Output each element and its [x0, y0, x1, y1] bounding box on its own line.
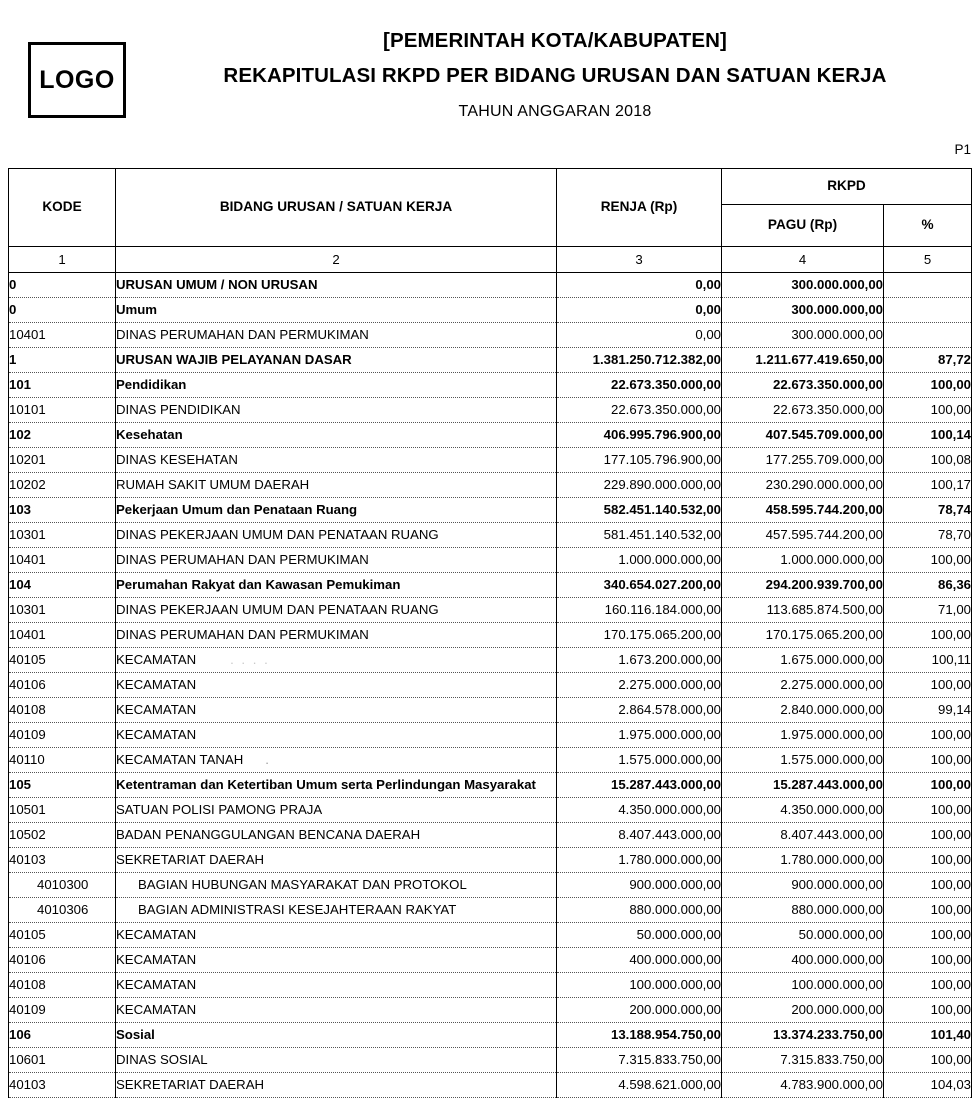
- cell-bidang-urusan: BAGIAN ADMINISTRASI KESEJAHTERAAN RAKYAT: [116, 898, 557, 923]
- cell-pct: 100,00: [884, 948, 972, 973]
- cell-bidang-urusan: KECAMATAN: [116, 673, 557, 698]
- cell-pagu: 2.840.000.000,00: [722, 698, 884, 723]
- cell-pagu: 100.000.000,00: [722, 973, 884, 998]
- cell-renja: 4.598.621.000,00: [557, 1073, 722, 1098]
- cell-renja: 50.000.000,00: [557, 923, 722, 948]
- cell-pct: 100,00: [884, 773, 972, 798]
- cell-pagu: 22.673.350.000,00: [722, 373, 884, 398]
- logo-placeholder: [28, 42, 126, 118]
- table-row: [9, 448, 972, 473]
- cell-kode: 10201: [9, 448, 116, 473]
- table-row: [9, 348, 972, 373]
- cell-pct: 100,00: [884, 548, 972, 573]
- cell-pct: 100,00: [884, 798, 972, 823]
- cell-pct: 78,70: [884, 523, 972, 548]
- cell-renja: 15.287.443.000,00: [557, 773, 722, 798]
- cell-kode: 40109: [9, 723, 116, 748]
- cell-kode: 10301: [9, 598, 116, 623]
- cell-bidang-urusan: BADAN PENANGGULANGAN BENCANA DAERAH: [116, 823, 557, 848]
- cell-pagu: 2.275.000.000,00: [722, 673, 884, 698]
- table-row: [9, 573, 972, 598]
- redacted-suffix: .: [243, 752, 269, 768]
- table-row: [9, 1073, 972, 1098]
- table-row: [9, 598, 972, 623]
- cell-pagu: 230.290.000.000,00: [722, 473, 884, 498]
- cell-renja: 0,00: [557, 273, 722, 298]
- cell-bidang-urusan: BAGIAN HUBUNGAN MASYARAKAT DAN PROTOKOL: [116, 873, 557, 898]
- cell-renja: 22.673.350.000,00: [557, 373, 722, 398]
- cell-pct: 71,00: [884, 598, 972, 623]
- cell-pct: 100,00: [884, 723, 972, 748]
- cell-pagu: 1.211.677.419.650,00: [722, 348, 884, 373]
- cell-bidang-urusan: SEKRETARIAT DAERAH: [116, 848, 557, 873]
- table-row: [9, 698, 972, 723]
- table-row: [9, 898, 972, 923]
- cell-pct: 100,00: [884, 623, 972, 648]
- table-row: [9, 323, 972, 348]
- cell-bidang-urusan: KECAMATAN: [116, 923, 557, 948]
- cell-renja: 100.000.000,00: [557, 973, 722, 998]
- cell-pagu: 457.595.744.200,00: [722, 523, 884, 548]
- cell-kode: 40105: [9, 923, 116, 948]
- cell-pct: 100,14: [884, 423, 972, 448]
- cell-bidang-urusan: DINAS PEKERJAAN UMUM DAN PENATAAN RUANG: [116, 523, 557, 548]
- cell-pagu: 13.374.233.750,00: [722, 1023, 884, 1048]
- cell-renja: 581.451.140.532,00: [557, 523, 722, 548]
- table-row: [9, 723, 972, 748]
- cell-pct: 87,72: [884, 348, 972, 373]
- cell-pagu: 1.000.000.000,00: [722, 548, 884, 573]
- cell-renja: 1.780.000.000,00: [557, 848, 722, 873]
- cell-pagu: 177.255.709.000,00: [722, 448, 884, 473]
- cell-pagu: 1.975.000.000,00: [722, 723, 884, 748]
- cell-renja: 1.000.000.000,00: [557, 548, 722, 573]
- cell-pagu: 407.545.709.000,00: [722, 423, 884, 448]
- cell-bidang-urusan: URUSAN UMUM / NON URUSAN: [116, 273, 557, 298]
- cell-renja: 1.673.200.000,00: [557, 648, 722, 673]
- cell-renja: 0,00: [557, 323, 722, 348]
- table-row: [9, 948, 972, 973]
- cell-pct: 104,03: [884, 1073, 972, 1098]
- cell-renja: 400.000.000,00: [557, 948, 722, 973]
- table-row: [9, 398, 972, 423]
- cell-pct: [884, 273, 972, 298]
- cell-renja: 2.864.578.000,00: [557, 698, 722, 723]
- cell-renja: 900.000.000,00: [557, 873, 722, 898]
- cell-renja: 0,00: [557, 298, 722, 323]
- cell-bidang-urusan: Umum: [116, 298, 557, 323]
- table-row: [9, 298, 972, 323]
- cell-pct: 100,17: [884, 473, 972, 498]
- report-fiscal-year: TAHUN ANGGARAN 2018: [458, 103, 652, 121]
- cell-renja: 1.381.250.712.382,00: [557, 348, 722, 373]
- cell-pct: 100,00: [884, 373, 972, 398]
- cell-kode: 40109: [9, 998, 116, 1023]
- cell-kode: 40110: [9, 748, 116, 773]
- cell-kode: 40106: [9, 673, 116, 698]
- cell-kode: 102: [9, 423, 116, 448]
- cell-bidang-urusan: KECAMATAN: [116, 948, 557, 973]
- cell-pct: 100,00: [884, 673, 972, 698]
- cell-pagu: 300.000.000,00: [722, 323, 884, 348]
- table-row: [9, 798, 972, 823]
- table-row: [9, 498, 972, 523]
- cell-renja: 1.975.000.000,00: [557, 723, 722, 748]
- table-row: [9, 848, 972, 873]
- table-row: [9, 823, 972, 848]
- cell-bidang-urusan: SATUAN POLISI PAMONG PRAJA: [116, 798, 557, 823]
- cell-kode: 105: [9, 773, 116, 798]
- table-row: [9, 1023, 972, 1048]
- cell-bidang-urusan: Perumahan Rakyat dan Kawasan Pemukiman: [116, 573, 557, 598]
- page-number-marker: P1: [954, 142, 971, 157]
- cell-kode: 40108: [9, 973, 116, 998]
- table-row: [9, 773, 972, 798]
- redacted-suffix: . . . .: [196, 652, 270, 668]
- rkpd-recap-table: [8, 168, 972, 1098]
- cell-pagu: 294.200.939.700,00: [722, 573, 884, 598]
- cell-kode: 40105: [9, 648, 116, 673]
- cell-bidang-urusan: DINAS PEKERJAAN UMUM DAN PENATAAN RUANG: [116, 598, 557, 623]
- column-header-renja: RENJA (Rp): [557, 169, 722, 247]
- cell-bidang-urusan: SEKRETARIAT DAERAH: [116, 1073, 557, 1098]
- cell-bidang-urusan: DINAS SOSIAL: [116, 1048, 557, 1073]
- cell-pagu: 200.000.000,00: [722, 998, 884, 1023]
- cell-pct: 99,14: [884, 698, 972, 723]
- cell-kode: 104: [9, 573, 116, 598]
- column-number-1: 1: [9, 247, 116, 273]
- cell-renja: 340.654.027.200,00: [557, 573, 722, 598]
- cell-pct: 100,00: [884, 923, 972, 948]
- table-row: [9, 548, 972, 573]
- cell-pagu: 1.575.000.000,00: [722, 748, 884, 773]
- cell-renja: 582.451.140.532,00: [557, 498, 722, 523]
- table-row: [9, 473, 972, 498]
- cell-renja: 13.188.954.750,00: [557, 1023, 722, 1048]
- cell-kode: 10401: [9, 323, 116, 348]
- column-header-kode: KODE: [9, 169, 116, 247]
- cell-pct: 100,08: [884, 448, 972, 473]
- table-body: [9, 273, 972, 1098]
- cell-bidang-urusan: DINAS PENDIDIKAN: [116, 398, 557, 423]
- cell-kode: 10501: [9, 798, 116, 823]
- cell-pagu: 7.315.833.750,00: [722, 1048, 884, 1073]
- rkpd-table-container: [8, 168, 971, 1098]
- table-row: [9, 873, 972, 898]
- cell-pagu: 458.595.744.200,00: [722, 498, 884, 523]
- cell-pagu: 113.685.874.500,00: [722, 598, 884, 623]
- cell-pagu: 4.783.900.000,00: [722, 1073, 884, 1098]
- cell-pct: 100,00: [884, 1048, 972, 1073]
- column-header-bidang-urusan: BIDANG URUSAN / SATUAN KERJA: [116, 169, 557, 247]
- cell-renja: 1.575.000.000,00: [557, 748, 722, 773]
- cell-kode: 40103: [9, 848, 116, 873]
- cell-pagu: 50.000.000,00: [722, 923, 884, 948]
- document-header: [0, 0, 980, 138]
- cell-pct: [884, 298, 972, 323]
- cell-renja: 170.175.065.200,00: [557, 623, 722, 648]
- cell-renja: 229.890.000.000,00: [557, 473, 722, 498]
- table-row: [9, 923, 972, 948]
- cell-kode: 101: [9, 373, 116, 398]
- cell-bidang-urusan: Ketentraman dan Ketertiban Umum serta Perlindungan Masyarakat: [116, 773, 557, 798]
- table-row: [9, 648, 972, 673]
- cell-bidang-urusan: Pekerjaan Umum dan Penataan Ruang: [116, 498, 557, 523]
- cell-kode: 10401: [9, 548, 116, 573]
- table-row: [9, 273, 972, 298]
- cell-kode: 0: [9, 298, 116, 323]
- cell-renja: 406.995.796.900,00: [557, 423, 722, 448]
- cell-bidang-urusan: DINAS PERUMAHAN DAN PERMUKIMAN: [116, 623, 557, 648]
- cell-kode: 10301: [9, 523, 116, 548]
- cell-kode: 10502: [9, 823, 116, 848]
- cell-pagu: 4.350.000.000,00: [722, 798, 884, 823]
- column-number-3: 3: [557, 247, 722, 273]
- cell-pagu: 8.407.443.000,00: [722, 823, 884, 848]
- cell-kode: 103: [9, 498, 116, 523]
- report-subtitle-government: [PEMERINTAH KOTA/KABUPATEN]: [383, 29, 727, 52]
- cell-pct: 100,00: [884, 848, 972, 873]
- table-row: [9, 998, 972, 1023]
- cell-bidang-urusan: KECAMATAN: [116, 998, 557, 1023]
- cell-pagu: 22.673.350.000,00: [722, 398, 884, 423]
- cell-kode: 106: [9, 1023, 116, 1048]
- cell-bidang-urusan: KECAMATAN: [116, 723, 557, 748]
- report-title: REKAPITULASI RKPD PER BIDANG URUSAN DAN SATUAN KERJA: [223, 63, 887, 87]
- cell-renja: 22.673.350.000,00: [557, 398, 722, 423]
- cell-pct: 100,11: [884, 648, 972, 673]
- column-header-pagu: PAGU (Rp): [722, 205, 884, 247]
- cell-kode: 4010306: [9, 898, 116, 923]
- cell-bidang-urusan: Sosial: [116, 1023, 557, 1048]
- cell-bidang-urusan: DINAS PERUMAHAN DAN PERMUKIMAN: [116, 548, 557, 573]
- cell-bidang-urusan: DINAS PERUMAHAN DAN PERMUKIMAN: [116, 323, 557, 348]
- cell-bidang-urusan: Pendidikan: [116, 373, 557, 398]
- table-row: [9, 673, 972, 698]
- cell-bidang-urusan: KECAMATAN: [116, 698, 557, 723]
- table-row: [9, 623, 972, 648]
- table-header: [9, 169, 972, 273]
- logo-text: LOGO: [39, 65, 115, 94]
- table-row: [9, 373, 972, 398]
- column-number-4: 4: [722, 247, 884, 273]
- cell-pagu: 170.175.065.200,00: [722, 623, 884, 648]
- cell-pct: 78,74: [884, 498, 972, 523]
- cell-pct: 100,00: [884, 998, 972, 1023]
- cell-bidang-urusan: KECAMATAN . . . .: [116, 648, 557, 673]
- cell-pagu: 900.000.000,00: [722, 873, 884, 898]
- cell-renja: 177.105.796.900,00: [557, 448, 722, 473]
- column-header-rkpd-group: RKPD: [722, 169, 972, 205]
- cell-pagu: 300.000.000,00: [722, 273, 884, 298]
- cell-kode: 4010300: [9, 873, 116, 898]
- cell-bidang-urusan: Kesehatan: [116, 423, 557, 448]
- cell-pct: [884, 323, 972, 348]
- cell-bidang-urusan: RUMAH SAKIT UMUM DAERAH: [116, 473, 557, 498]
- cell-renja: 8.407.443.000,00: [557, 823, 722, 848]
- cell-pct: 100,00: [884, 973, 972, 998]
- cell-pagu: 400.000.000,00: [722, 948, 884, 973]
- cell-renja: 160.116.184.000,00: [557, 598, 722, 623]
- cell-kode: 40103: [9, 1073, 116, 1098]
- cell-bidang-urusan: DINAS KESEHATAN: [116, 448, 557, 473]
- cell-pagu: 880.000.000,00: [722, 898, 884, 923]
- cell-pagu: 300.000.000,00: [722, 298, 884, 323]
- cell-kode: 10601: [9, 1048, 116, 1073]
- cell-kode: 10401: [9, 623, 116, 648]
- column-header-percent: %: [884, 205, 972, 247]
- table-row: [9, 523, 972, 548]
- cell-kode: 10202: [9, 473, 116, 498]
- column-number-5: 5: [884, 247, 972, 273]
- cell-pct: 86,36: [884, 573, 972, 598]
- table-row: [9, 748, 972, 773]
- cell-kode: 40106: [9, 948, 116, 973]
- cell-kode: 40108: [9, 698, 116, 723]
- cell-pagu: 15.287.443.000,00: [722, 773, 884, 798]
- table-row: [9, 973, 972, 998]
- table-row: [9, 1048, 972, 1073]
- cell-pct: 100,00: [884, 873, 972, 898]
- cell-pct: 100,00: [884, 398, 972, 423]
- title-block: [140, 26, 970, 121]
- cell-kode: 0: [9, 273, 116, 298]
- cell-kode: 1: [9, 348, 116, 373]
- cell-renja: 4.350.000.000,00: [557, 798, 722, 823]
- cell-renja: 880.000.000,00: [557, 898, 722, 923]
- cell-bidang-urusan: KECAMATAN TANAH .: [116, 748, 557, 773]
- cell-kode: 10101: [9, 398, 116, 423]
- cell-renja: 2.275.000.000,00: [557, 673, 722, 698]
- cell-pagu: 1.780.000.000,00: [722, 848, 884, 873]
- cell-bidang-urusan: KECAMATAN: [116, 973, 557, 998]
- table-row: [9, 423, 972, 448]
- cell-pct: 100,00: [884, 898, 972, 923]
- cell-renja: 7.315.833.750,00: [557, 1048, 722, 1073]
- column-number-2: 2: [116, 247, 557, 273]
- cell-pct: 100,00: [884, 823, 972, 848]
- cell-pagu: 1.675.000.000,00: [722, 648, 884, 673]
- cell-pct: 101,40: [884, 1023, 972, 1048]
- cell-pct: 100,00: [884, 748, 972, 773]
- column-number-row: [9, 247, 972, 273]
- cell-renja: 200.000.000,00: [557, 998, 722, 1023]
- cell-bidang-urusan: URUSAN WAJIB PELAYANAN DASAR: [116, 348, 557, 373]
